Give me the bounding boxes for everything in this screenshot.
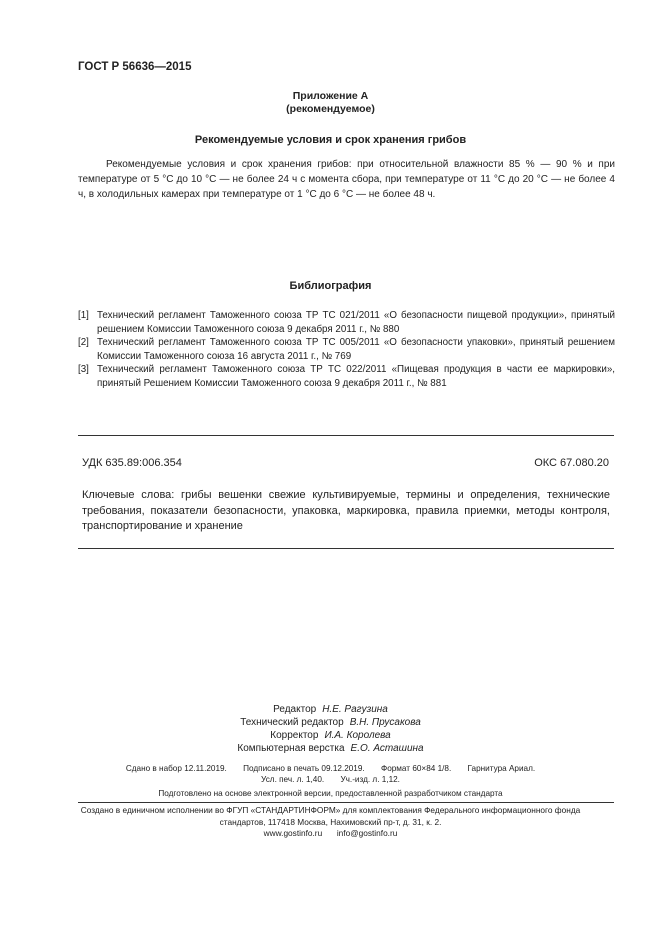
annex-heading: Рекомендуемые условия и срок хранения грибов [194, 134, 467, 146]
website-link[interactable]: www.gostinfo.ru [263, 828, 323, 838]
divider-bottom [78, 548, 614, 549]
credit-role: Технический редактор [240, 717, 344, 728]
credit-name: Н.Е. Рагузина [322, 704, 388, 715]
credit-line [0, 742, 661, 755]
document-id: ГОСТ Р 56636—2015 [78, 61, 192, 73]
bibliography-item-number: [3] [78, 364, 89, 375]
print-format: Формат 60×84 1/8. [380, 764, 452, 773]
print-info-row [0, 788, 661, 799]
credit-role: Редактор [273, 704, 317, 715]
bibliography-item [78, 363, 615, 390]
publisher-footer [0, 805, 661, 840]
credit-name: И.А. Королева [324, 730, 391, 741]
annex-subtitle: (рекомендуемое) [286, 103, 375, 115]
bibliography-item-text: Технический регламент Таможенного союза ТР ТС 005/2011 «О безопасности упаковки», принятый решением Комиссии Таможенного союза 16 августа 2011 г., № 769 [97, 337, 615, 362]
annex-paragraph: Рекомендуемые условия и срок хранения грибов: при относительной влажности 85 % — 90 % и при температуре от 5 °С до 10 °С — не более 24 ч с момента сбора, при температуре от 11 °С до 20 °С — не более 4 ч, в холодильных камерах при температуре от 1 °С до 6 °С — не более 48 ч. [78, 159, 615, 200]
print-sheets: Усл. печ. л. 1,40. [261, 775, 325, 784]
email-link[interactable]: info@gostinfo.ru [336, 828, 398, 838]
credit-line [0, 703, 661, 716]
bibliography-list [78, 309, 615, 390]
annex-title: Приложение А [292, 90, 369, 102]
bibliography-item-number: [1] [78, 310, 89, 321]
credit-name: Е.О. Асташина [350, 743, 424, 754]
credit-role: Корректор [270, 730, 319, 741]
print-signed: Подписано в печать 09.12.2019. [243, 764, 365, 773]
print-typeface: Гарнитура Ариал. [467, 764, 536, 773]
bibliography-heading: Библиография [289, 280, 372, 292]
credit-name: В.Н. Прусакова [349, 717, 421, 728]
footer-line: стандартов, 117418 Москва, Нахимовский пр-т, д. 31, к. 2. [219, 816, 442, 827]
print-info-row [0, 774, 661, 785]
print-edit-sheets: Уч.-изд. л. 1,12. [340, 775, 400, 784]
footer-line: Создано в единичном исполнении во ФГУП «СТАНДАРТИНФОРМ» для комплектования Федерального информационного фонда [80, 805, 581, 815]
bibliography-item [78, 309, 615, 336]
divider-top [78, 435, 614, 436]
bibliography-item-text: Технический регламент Таможенного союза ТР ТС 021/2011 «О безопасности пищевой продукции», принятый решением Комиссии Таможенного союза 9 декабря 2011 г., № 880 [97, 310, 615, 335]
bibliography-item-number: [2] [78, 337, 89, 348]
print-submitted: Сдано в набор 12.11.2019. [125, 764, 227, 773]
udk-code: УДК 635.89:006.354 [82, 457, 182, 469]
divider-footer [78, 802, 614, 803]
credit-line [0, 716, 661, 729]
print-info-row [0, 763, 661, 774]
keywords: Ключевые слова: грибы вешенки свежие культивируемые, термины и определения, технические требования, показатели безопасности, упаковка, маркировка, правила приемки, методы контроля, транспортирование и хранение [82, 489, 610, 532]
bibliography-item-text: Технический регламент Таможенного союза ТР ТС 022/2011 «Пищевая продукция в части ее маркировки», принятый Решением Комиссии Таможенного союза 9 декабря 2011 г., № 881 [97, 364, 615, 389]
credit-line [0, 729, 661, 742]
bibliography-item [78, 336, 615, 363]
oks-code: ОКС 67.080.20 [534, 457, 609, 469]
credits-block [0, 703, 661, 755]
electronic-version-note: Подготовлено на основе электронной версии, предоставленной разработчиком стандарта [158, 789, 503, 798]
print-info [0, 763, 661, 799]
credit-role: Компьютерная верстка [237, 743, 345, 754]
footer-contacts [0, 828, 661, 840]
